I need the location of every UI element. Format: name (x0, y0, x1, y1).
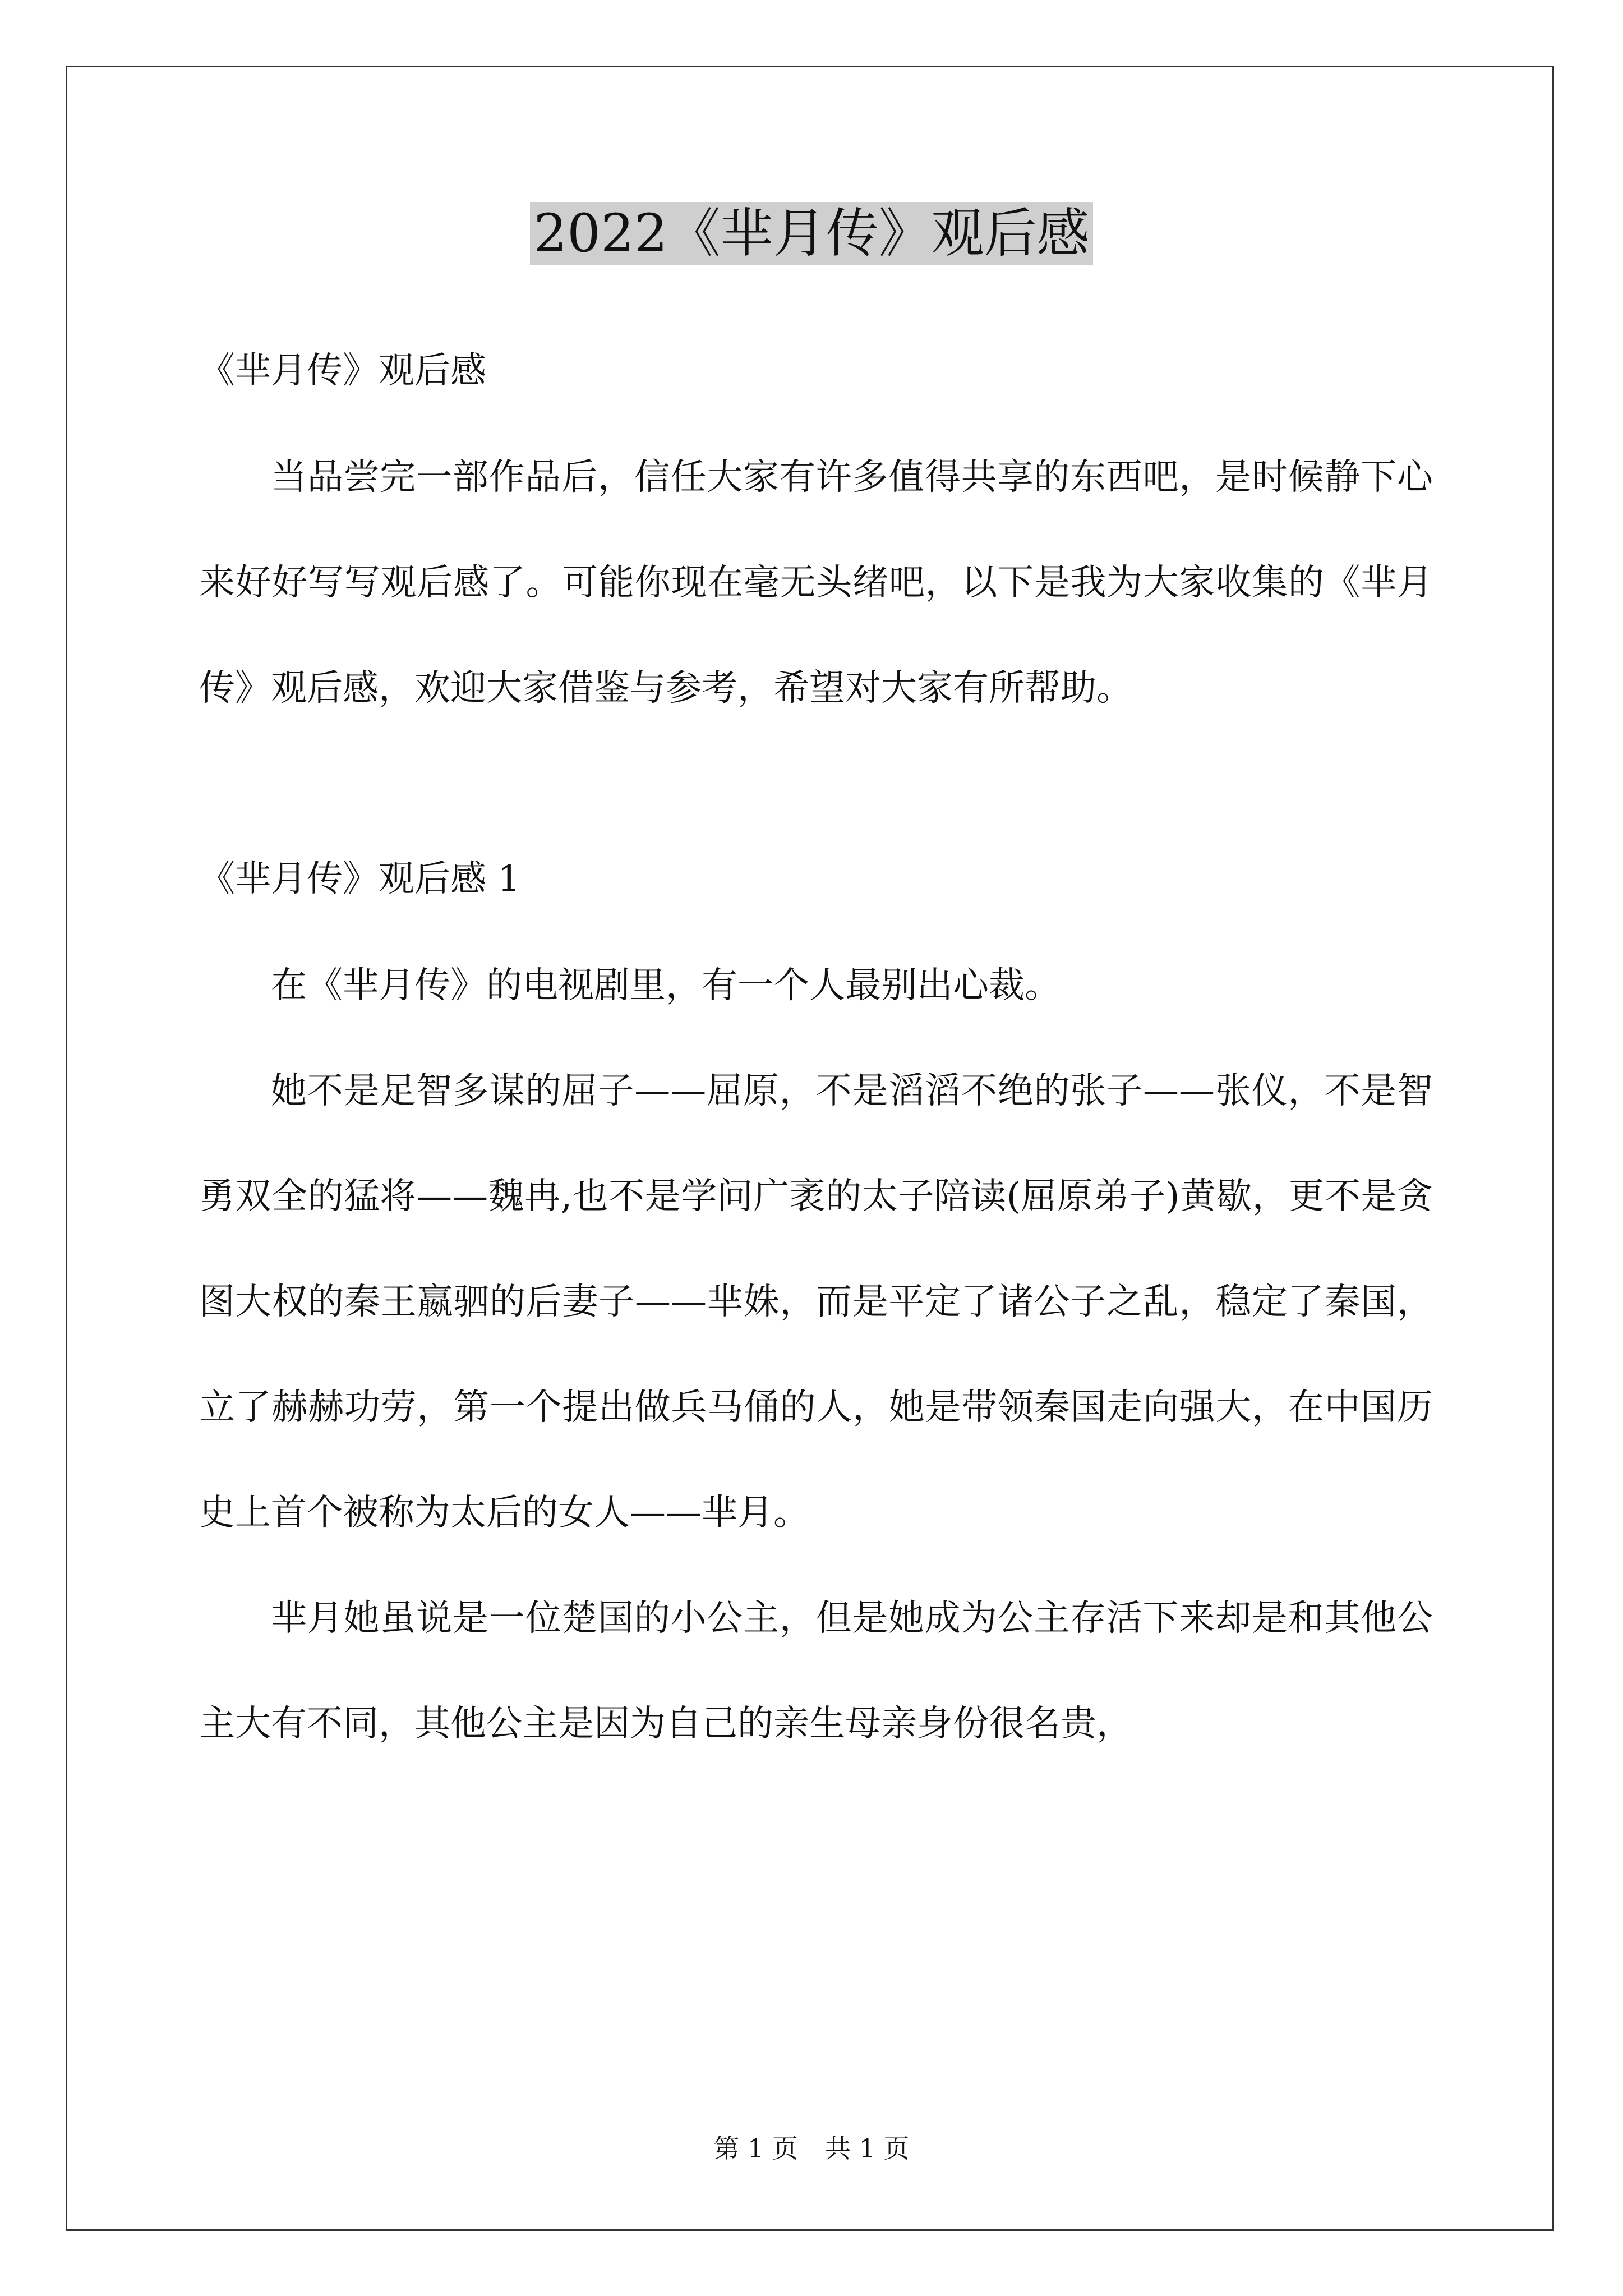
intro-paragraph: 当品尝完一部作品后，信任大家有许多值得共享的东西吧，是时候静下心来好好写写观后感了。可能你现在毫无头绪吧，以下是我为大家收集的《芈月传》观后感，欢迎大家借鉴与参考，希望对大家有所帮助。 (199, 457, 1433, 709)
page-number-total: 共 1 页 (825, 2133, 910, 2164)
document-body (199, 317, 1433, 1777)
section1-paragraph-2: 她不是足智多谋的屈子——屈原，不是滔滔不绝的张子——张仪，不是智勇双全的猛将——魏冉,也不是学问广袤的太子陪读(屈原弟子)黄歇，更不是贪图大权的秦王嬴驷的后妻子——芈姝，而是平定了诸公子之乱，稳定了秦国，立了赫赫功劳，第一个提出做兵马俑的人，她是带领秦国走向强大，在中国历史上首个被称为太后的女人——芈月。 (199, 1070, 1433, 1534)
page-number-current: 第 1 页 (713, 2133, 798, 2164)
section1-paragraph-3: 芈月她虽说是一位楚国的小公主，但是她成为公主存活下来却是和其他公主大有不同，其他公主是因为自己的亲生母亲身份很名贵， (199, 1598, 1433, 1745)
section-spacer (199, 741, 1433, 825)
page-footer (0, 2132, 1623, 2165)
document-title-text: 2022《芈月传》观后感 (530, 202, 1092, 265)
document-title (0, 197, 1623, 270)
section1-heading: 《芈月传》观后感 1 (199, 858, 521, 900)
section1-paragraph-1: 在《芈月传》的电视剧里，有一个人最别出心裁。 (271, 965, 1061, 1006)
intro-heading: 《芈月传》观后感 (199, 350, 486, 392)
